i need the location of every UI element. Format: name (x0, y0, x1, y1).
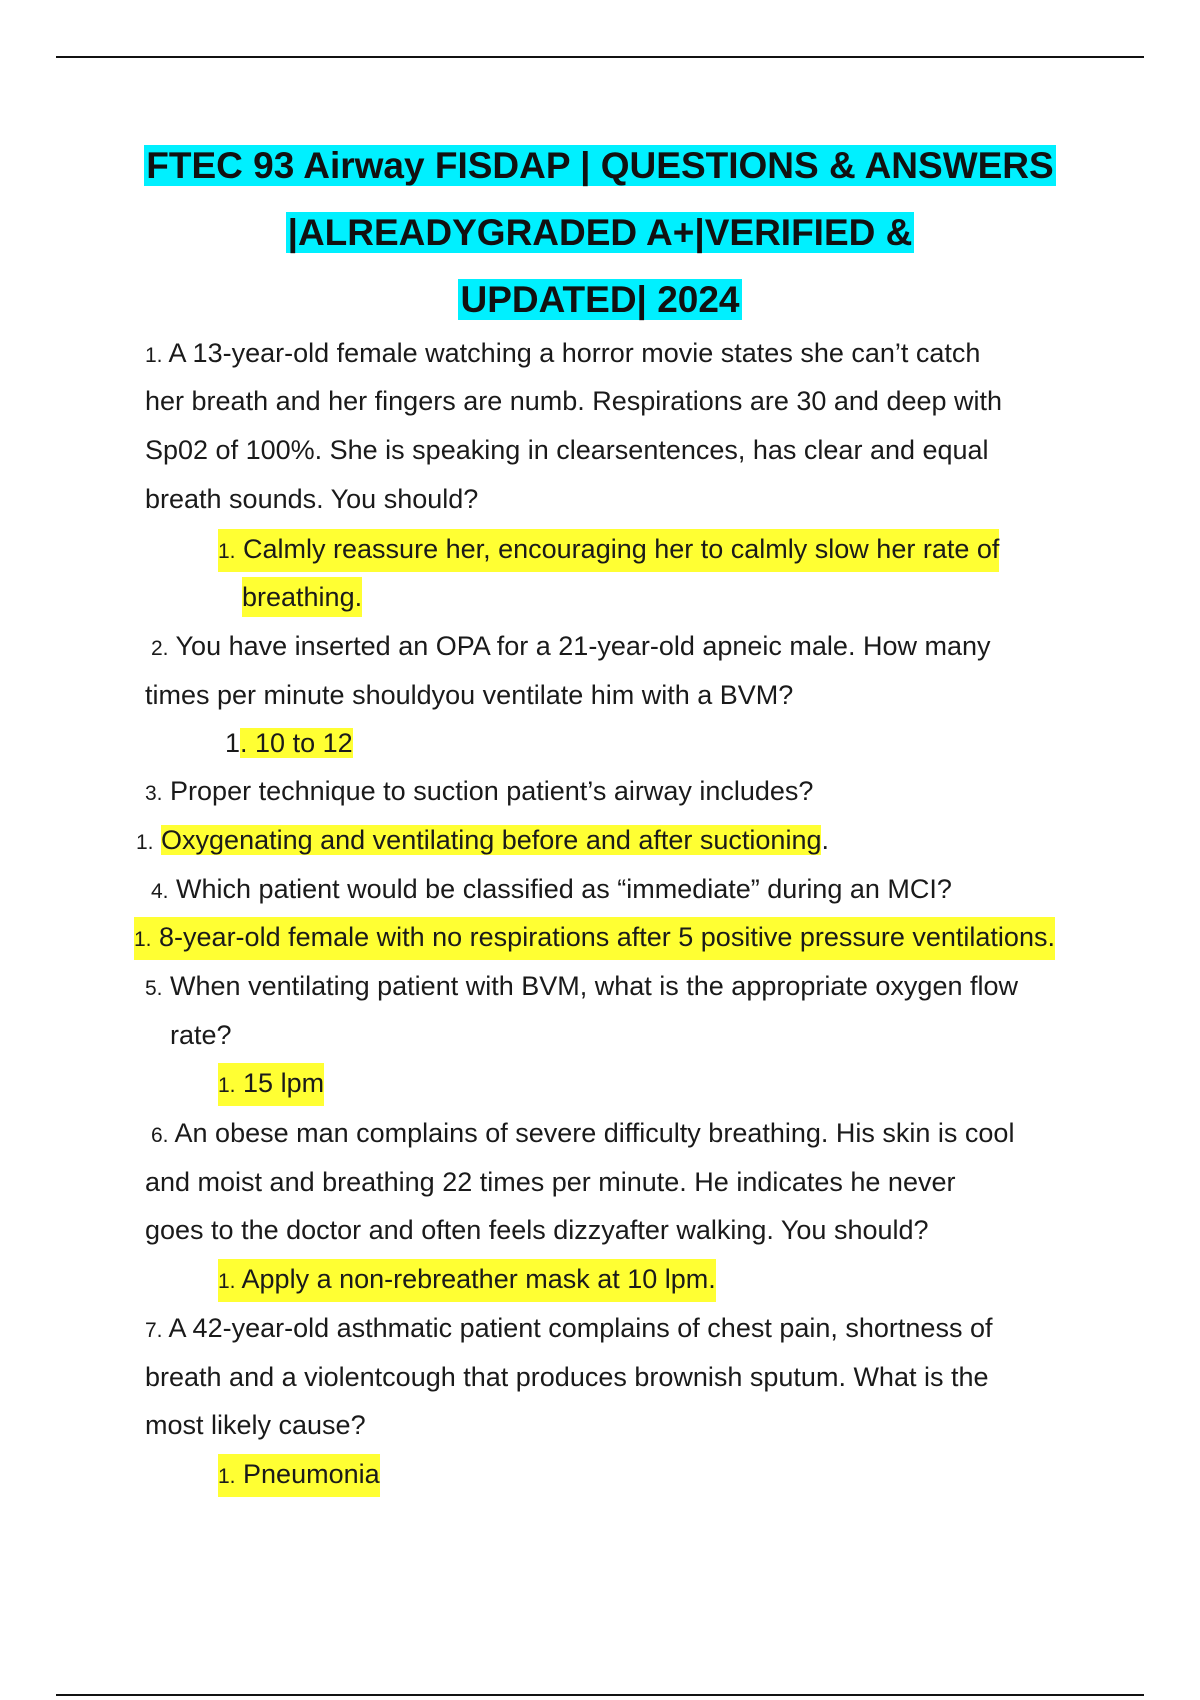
question-number: 7. (145, 1319, 163, 1342)
answer-number: 1. (218, 1270, 236, 1293)
question-text: Sp02 of 100%. She is speaking in clearsentences, has clear and equal (145, 435, 989, 465)
question-text: When ventilating patient with BVM, what is the appropriate oxygen flow (170, 971, 1018, 1001)
answer-7 (218, 1454, 380, 1497)
answer-6 (218, 1259, 716, 1302)
answer-number: 1. (218, 1465, 236, 1488)
question-text: A 13-year-old female watching a horror movie states she can’t catch (168, 338, 981, 368)
question-text: breath sounds. You should? (145, 484, 479, 514)
answer-1 (218, 529, 999, 572)
question-number: 3. (145, 782, 163, 805)
question-number: 5. (145, 977, 163, 1000)
title-line: UPDATED| 2024 (460, 279, 740, 320)
question-text: and moist and breathing 22 times per minute. He indicates he never (145, 1167, 956, 1197)
question-text: times per minute shouldyou ventilate him with a BVM? (145, 680, 794, 710)
answer-2 (225, 723, 353, 763)
question-text: her breath and her fingers are numb. Respirations are 30 and deep with (145, 386, 1003, 416)
question-1 (145, 333, 980, 376)
answer-number: 1. (218, 540, 236, 563)
question-text: rate? (170, 1020, 232, 1050)
question-text: goes to the doctor and often feels dizzyafter walking. You should? (145, 1215, 929, 1245)
title-line: |ALREADYGRADED A+|VERIFIED & (287, 212, 913, 253)
answer-5 (218, 1063, 324, 1106)
question-text: Proper technique to suction patient’s airway includes? (170, 776, 814, 806)
question-3 (145, 771, 813, 814)
answer-number: 1. (134, 928, 152, 951)
question-number: 4. (151, 880, 169, 903)
answer-text: 8-year-old female with no respirations after 5 positive pressure ventilations. (159, 922, 1055, 952)
top-rule (56, 56, 1144, 58)
bottom-rule (56, 1694, 1144, 1696)
document-title (0, 132, 1200, 333)
answer-text: Apply a non-rebreather mask at 10 lpm. (241, 1264, 716, 1294)
question-2 (151, 626, 991, 669)
question-text: A 42-year-old asthmatic patient complains of chest pain, shortness of (168, 1313, 993, 1343)
question-6 (151, 1113, 1014, 1156)
answer-4 (134, 917, 1055, 960)
question-text: An obese man complains of severe difficulty breathing. His skin is cool (174, 1118, 1015, 1148)
answer-text: 15 lpm (243, 1068, 325, 1098)
answer-text: Pneumonia (243, 1459, 380, 1489)
answer-number: 1. (136, 831, 154, 854)
answer-text: . 10 to 12 (240, 728, 353, 758)
answer-text: breathing. (242, 577, 362, 617)
question-text: Which patient would be classified as “immediate” during an MCI? (176, 874, 952, 904)
title-line: FTEC 93 Airway FISDAP | QUESTIONS & ANSWERS (146, 145, 1054, 186)
answer-number: 1 (225, 728, 241, 758)
question-text: breath and a violentcough that produces brownish sputum. What is the (145, 1362, 989, 1392)
question-text: most likely cause? (145, 1410, 366, 1440)
question-number: 6. (151, 1124, 169, 1147)
answer-trailing: . (821, 825, 829, 855)
question-number: 1. (145, 344, 163, 367)
answer-text: Oxygenating and ventilating before and after suctioning (161, 825, 822, 855)
question-4 (151, 869, 952, 912)
answer-3 (136, 820, 829, 863)
answer-text: Calmly reassure her, encouraging her to calmly slow her rate of (243, 534, 1000, 564)
question-5 (145, 966, 1018, 1009)
question-7 (145, 1308, 992, 1351)
question-number: 2. (151, 637, 169, 660)
question-text: You have inserted an OPA for a 21-year-old apneic male. How many (175, 631, 991, 661)
answer-number: 1. (218, 1074, 236, 1097)
